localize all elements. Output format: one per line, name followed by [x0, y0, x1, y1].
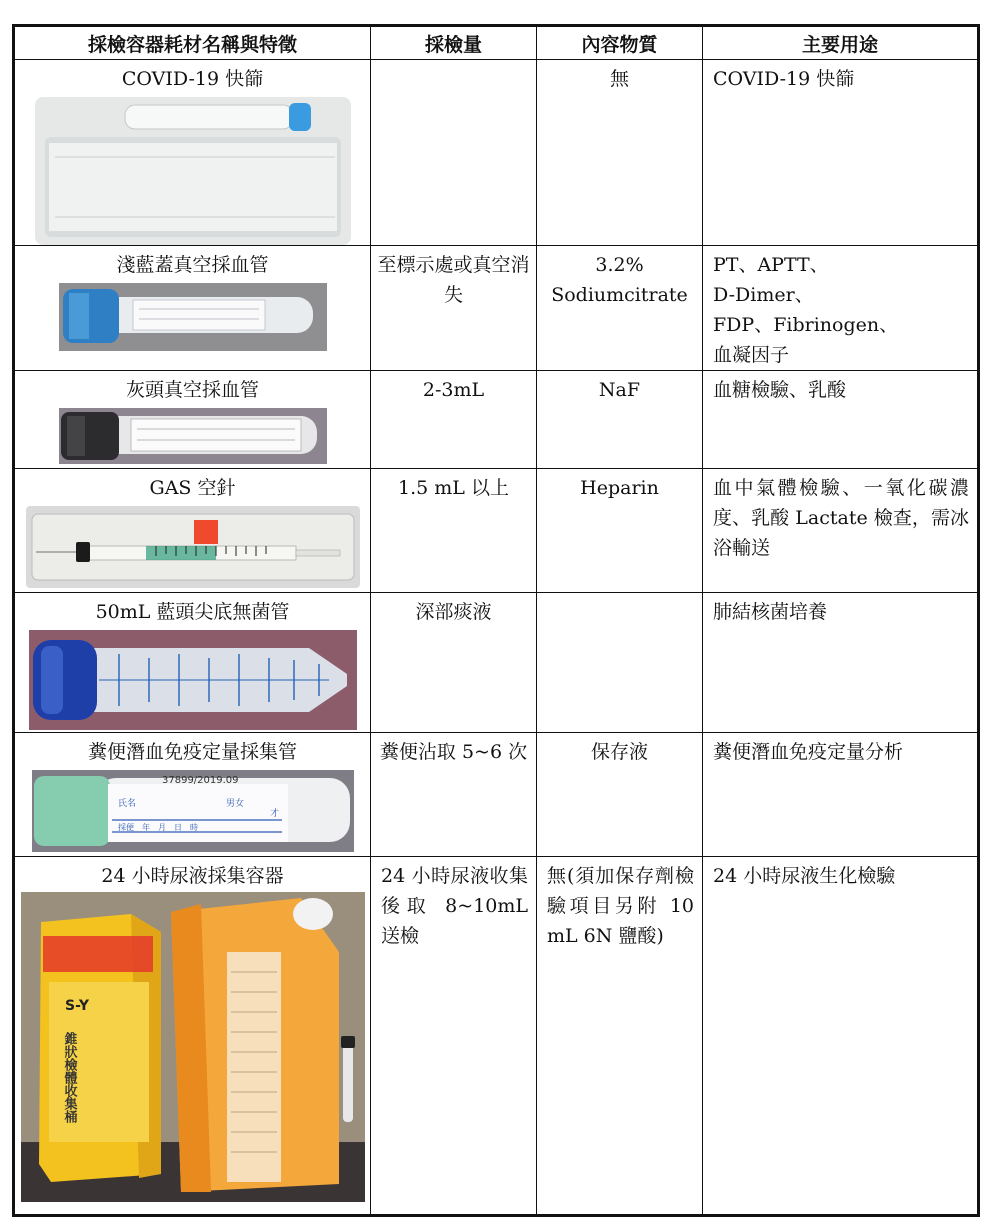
row-use: COVID-19 快篩 — [703, 60, 979, 246]
row-use-line1: PT、APTT、 — [713, 254, 829, 276]
row-content-line2: Sodiumcitrate — [551, 284, 688, 306]
row-content: 無 — [537, 60, 703, 246]
table-row — [14, 857, 979, 1216]
row-volume: 至標示處或真空消失 — [371, 246, 537, 371]
row-content: 保存液 — [537, 733, 703, 857]
row-use-line2: D-Dimer、 — [713, 284, 814, 306]
tube-label-date: 採便 年 月 日 時 — [117, 823, 198, 832]
table-row — [14, 593, 979, 733]
row-volume: 1.5 mL 以上 — [371, 469, 537, 593]
row-name: 淺藍蓋真空採血管 — [116, 254, 269, 276]
row-use-line4: 血凝因子 — [713, 344, 790, 366]
tube-label-age: 才 — [269, 809, 279, 819]
row-name: 24 小時尿液採集容器 — [101, 865, 284, 887]
table-row — [14, 733, 979, 857]
box-brand: S-Y — [64, 998, 89, 1014]
row-name: COVID-19 快篩 — [121, 68, 264, 90]
row-use: 血中氣體檢驗、一氧化碳濃度、乳酸 Lactate 檢查，需冰浴輸送 — [703, 469, 979, 593]
specimen-container-table — [12, 24, 980, 1217]
fecal-occult-blood-tube-photo — [32, 770, 354, 852]
gray-cap-tube-photo — [59, 408, 327, 464]
row-name: 50mL 藍頭尖底無菌管 — [95, 601, 290, 623]
row-use-line3: FDP、Fibrinogen、 — [713, 314, 899, 336]
row-content: Heparin — [537, 469, 703, 593]
row-use: 肺結核菌培養 — [703, 593, 979, 733]
table-row — [14, 246, 979, 371]
box-title: 錐狀檢體收集桶 — [61, 1032, 76, 1123]
table-row — [14, 469, 979, 593]
row-content: NaF — [537, 371, 703, 469]
row-volume: 2-3mL — [371, 371, 537, 469]
row-content: 無(須加保存劑檢驗項目另附 10 mL 6N 鹽酸) — [537, 857, 703, 1216]
header-volume: 採檢量 — [371, 26, 537, 60]
urine-collection-container-photo — [21, 892, 365, 1202]
row-content-line1: 3.2% — [595, 254, 644, 276]
light-blue-cap-tube-photo — [59, 283, 327, 351]
tube-label-sex: 男女 — [225, 799, 244, 809]
tube-label-code: 37899/2019.09 — [161, 775, 239, 786]
covid-swab-tube-photo — [35, 97, 351, 245]
gas-syringe-photo — [26, 506, 360, 588]
table-row — [14, 60, 979, 246]
row-volume: 24 小時尿液收集後取 8~10mL 送檢 — [371, 857, 537, 1216]
header-row — [14, 26, 979, 60]
blue-cap-conical-tube-photo — [29, 630, 357, 730]
row-name: 糞便潛血免疫定量採集管 — [87, 741, 297, 763]
row-name: 灰頭真空採血管 — [125, 379, 259, 401]
header-use: 主要用途 — [703, 26, 979, 60]
row-volume: 糞便沾取 5~6 次 — [371, 733, 537, 857]
row-use: 糞便潛血免疫定量分析 — [703, 733, 979, 857]
row-volume: 深部痰液 — [371, 593, 537, 733]
header-content: 內容物質 — [537, 26, 703, 60]
row-content — [537, 593, 703, 733]
row-use: 24 小時尿液生化檢驗 — [703, 857, 979, 1216]
row-name: GAS 空針 — [149, 477, 236, 499]
tube-label-name: 氏名 — [117, 799, 136, 809]
row-volume — [371, 60, 537, 246]
header-name: 採檢容器耗材名稱與特徵 — [14, 26, 371, 60]
row-use: 血糖檢驗、乳酸 — [703, 371, 979, 469]
table-row — [14, 371, 979, 469]
